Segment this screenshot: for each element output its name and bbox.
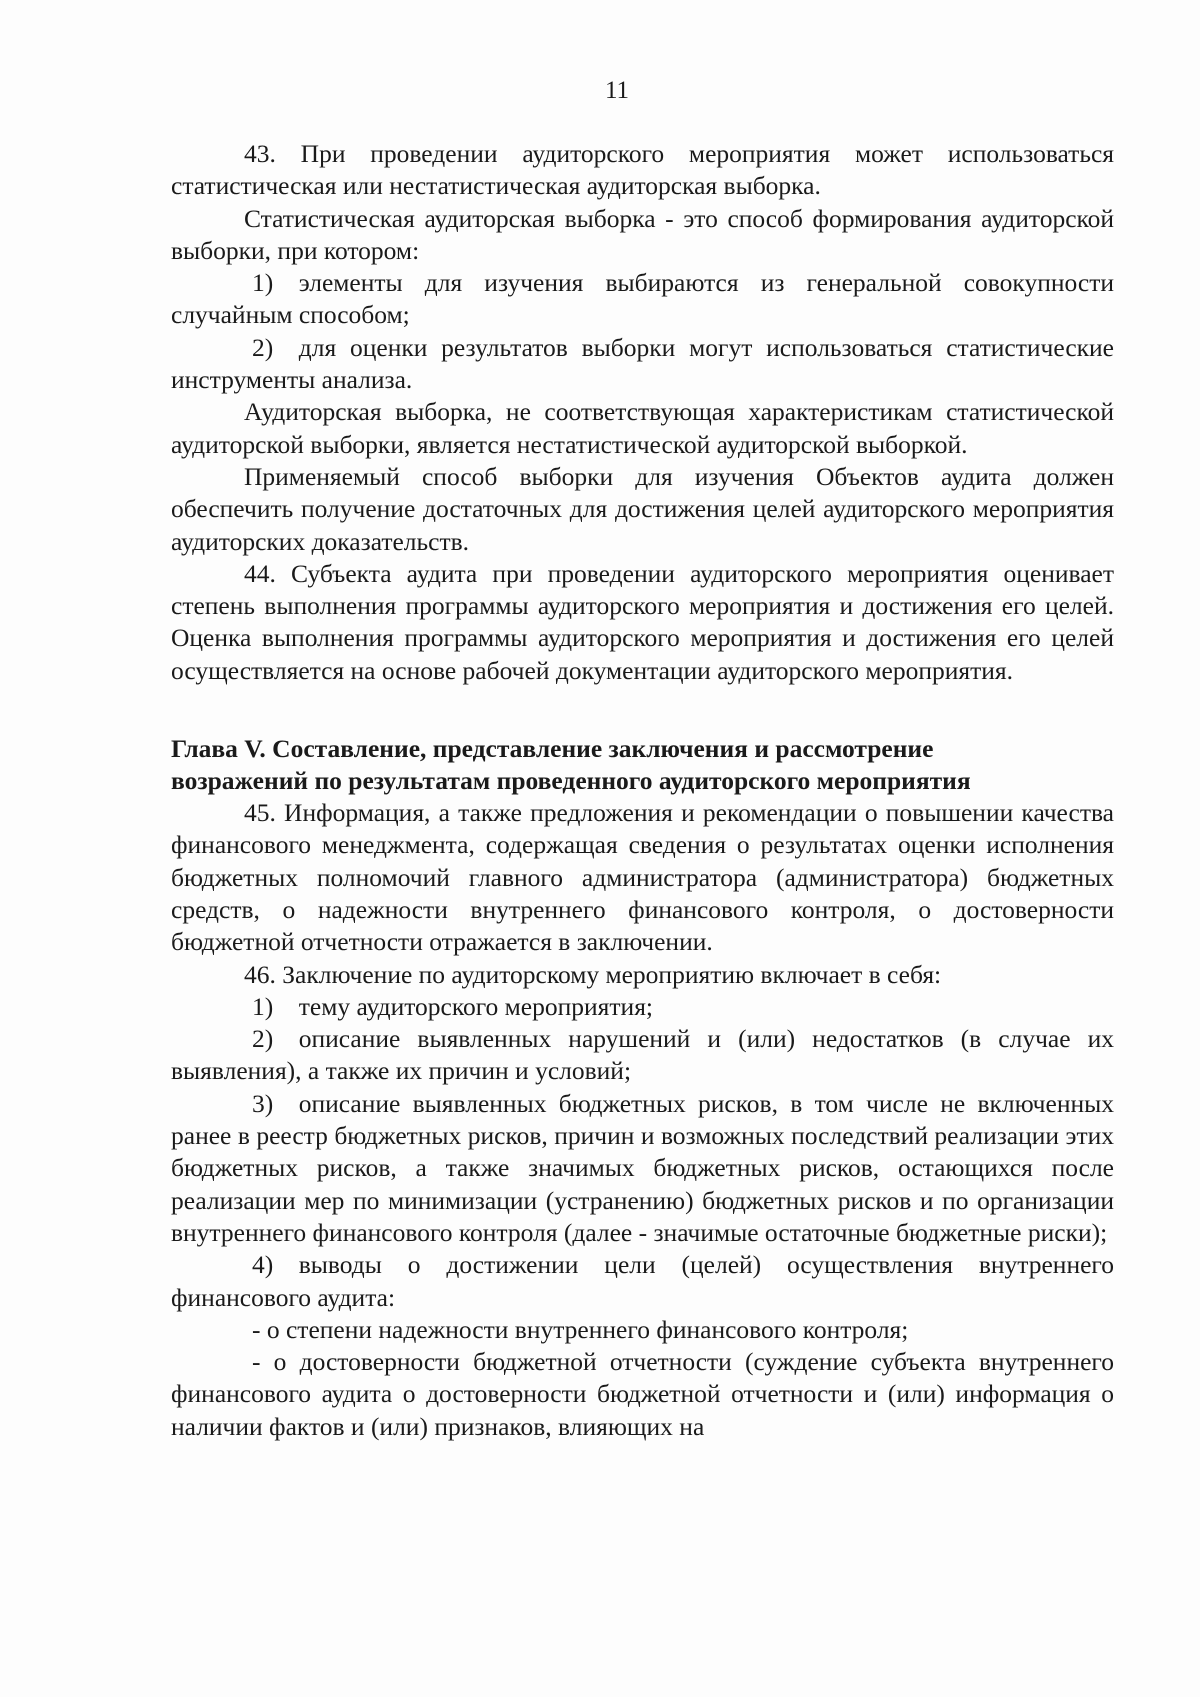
paragraph-46: 46. Заключение по аудиторскому мероприятию включает в себя: <box>244 959 942 989</box>
document-body <box>171 138 1114 1443</box>
list-item-46-2: 2) описание выявленных нарушений и (или) недостатков (в случае их выявления), а также их причин и условий; <box>171 1024 1114 1086</box>
chapter-heading-line2: возражений по результатам проведенного аудиторского мероприятия <box>171 766 971 796</box>
page-number: 11 <box>604 77 630 104</box>
paragraph-sampling-method: Применяемый способ выборки для изучения Объектов аудита должен обеспечить получение достаточных для достижения целей аудиторского мероприятия аудиторских доказательств. <box>171 461 1114 556</box>
paragraph-44: 44. Субъекта аудита при проведении аудиторского мероприятия оценивает степень выполнения программы аудиторского мероприятия и достижения его целей. Оценка выполнения программы аудиторского мероприятия и достижения его целей осуществляется на основе рабочей документации аудиторского мероприятия. <box>171 558 1114 685</box>
dash-item-reliability: - о степени надежности внутреннего финансового контроля; <box>252 1314 909 1344</box>
paragraph-45: 45. Информация, а также предложения и рекомендации о повышении качества финансового менеджмента, содержащая сведения о результатах оценки исполнения бюджетных полномочий главного администратора (администратора) бюджетных средств, о надежности внутреннего финансового контроля, о достоверности бюджетной отчетности отражается в заключении. <box>171 798 1114 957</box>
list-item-46-4: 4) выводы о достижении цели (целей) осуществления внутреннего финансового аудита: <box>171 1250 1114 1312</box>
list-item-46-1: 1) тему аудиторского мероприятия; <box>252 991 654 1021</box>
chapter-heading-line1: Глава V. Составление, представление заключения и рассмотрение <box>171 734 934 764</box>
paragraph-statistical-definition: Статистическая аудиторская выборка - это способ формирования аудиторской выборки, при котором: <box>171 203 1114 265</box>
chapter-heading <box>171 733 1114 797</box>
list-item-46-3: 3) описание выявленных бюджетных рисков, в том числе не включенных ранее в реестр бюджетных рисков, причин и возможных последствий реализации этих бюджетных рисков, а также значимых бюджетных рисков, остающихся после реализации мер по минимизации (устранению) бюджетных рисков и по организации внутреннего финансового контроля (далее - значимые остаточные бюджетные риски); <box>171 1088 1114 1247</box>
dash-item-accuracy: - о достоверности бюджетной отчетности (суждение субъекта внутреннего финансового аудита о достоверности бюджетной отчетности и (или) информация о наличии фактов и (или) признаков, влияющих на <box>171 1347 1114 1441</box>
list-item-1: 1) элементы для изучения выбираются из генеральной совокупности случайным способом; <box>171 268 1114 330</box>
paragraph-nonstatistical-definition: Аудиторская выборка, не соответствующая характеристикам статистической аудиторской выборки, является нестатистической аудиторской выборкой. <box>171 397 1114 459</box>
list-item-2: 2) для оценки результатов выборки могут использоваться статистические инструменты анализа. <box>171 332 1114 395</box>
paragraph-43: 43. При проведении аудиторского мероприятия может использоваться статистическая или нестатистическая аудиторская выборка. <box>171 139 1114 201</box>
